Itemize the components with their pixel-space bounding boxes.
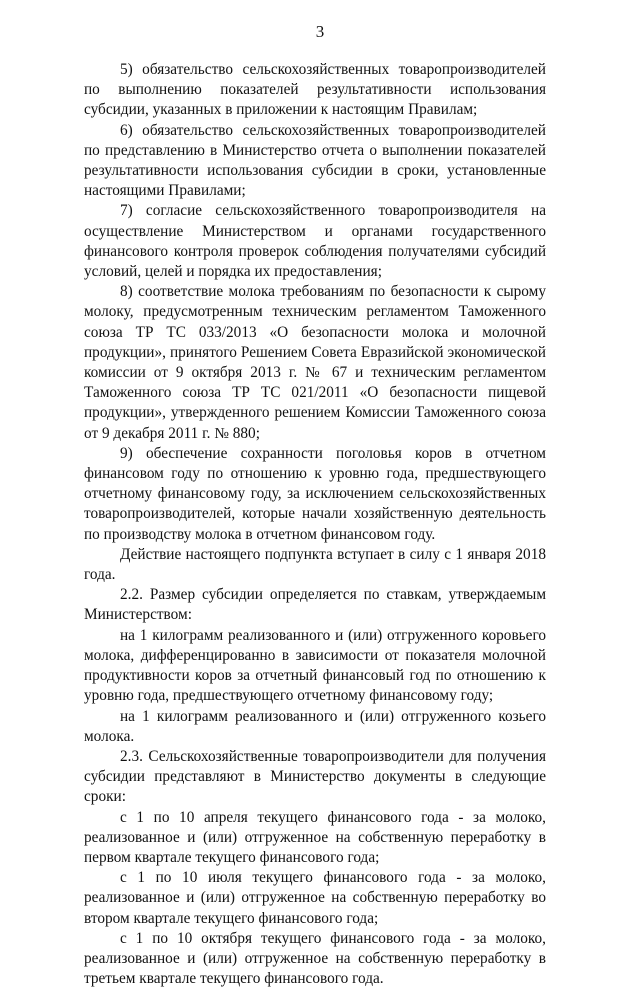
paragraph: на 1 килограмм реализованного и (или) отгруженного козьего молока. bbox=[84, 707, 546, 745]
paragraph: 2.2. Размер субсидии определяется по ставкам, утверждаемым Министерством: bbox=[84, 586, 546, 624]
paragraph: 9) обеспечение сохранности поголовья коров в отчетном финансовом году по отношению к уровню года, предшествующего отчетному финансовому году, за исключением сельскохозяйственных товаропроизводителей, которые начали хозяйственную деятельность по производству молока в отчетном финансовом году. bbox=[84, 444, 546, 543]
paragraph: Действие настоящего подпункта вступает в силу с 1 января 2018 года. bbox=[84, 545, 546, 584]
paragraph: с 1 по 10 апреля текущего финансового года - за молоко, реализованное и (или) отгруженное на собственную переработку в первом квартале текущего финансового года; bbox=[84, 808, 546, 866]
document-body bbox=[84, 60, 546, 989]
page-number: 3 bbox=[315, 22, 325, 41]
paragraph: 2.3. Сельскохозяйственные товаропроизводители для получения субсидии представляют в Министерство документы в следующие сроки: bbox=[84, 747, 546, 806]
paragraph: 8) соответствие молока требованиям по безопасности к сырому молоку, предусмотренным техническим регламентом Таможенного союза ТР ТС 033/2013 «О безопасности молока и молочной продукции», принятого Решением Совета Евразийской экономической комиссии от 9 октября 2013 г. № 67 и техническим регламентом Таможенного союза ТР ТС 021/2011 «О безопасности пищевой продукции», утвержденного решением Комиссии Таможенного союза от 9 декабря 2011 г. № 880; bbox=[84, 283, 546, 442]
paragraph: на 1 килограмм реализованного и (или) отгруженного коровьего молока, дифференцированно в зависимости от показателя молочной продуктивности коров за отчетный финансовый год по отношению к уровню года, предшествующего отчетному финансовому году; bbox=[84, 626, 546, 705]
paragraph: с 1 по 10 июля текущего финансового года - за молоко, реализованное и (или) отгруженное на собственную переработку во втором квартале текущего финансового года; bbox=[84, 869, 546, 927]
paragraph: с 1 по 10 октября текущего финансового года - за молоко, реализованное и (или) отгруженное на собственную переработку в третьем квартале текущего финансового года. bbox=[84, 929, 546, 988]
paragraph: 6) обязательство сельскохозяйственных товаропроизводителей по представлению в Министерство отчета о выполнении показателей результативности использования субсидии в сроки, установленные настоящими Правилами; bbox=[84, 121, 546, 200]
paragraph: 5) обязательство сельскохозяйственных товаропроизводителей по выполнению показателей результативности использования субсидии, указанных в приложении к настоящим Правилам; bbox=[84, 61, 546, 119]
paragraph: 7) согласие сельскохозяйственного товаропроизводителя на осуществление Министерством и органами государственного финансового контроля проверок соблюдения получателями субсидий условий, целей и порядка их предоставления; bbox=[84, 202, 546, 281]
